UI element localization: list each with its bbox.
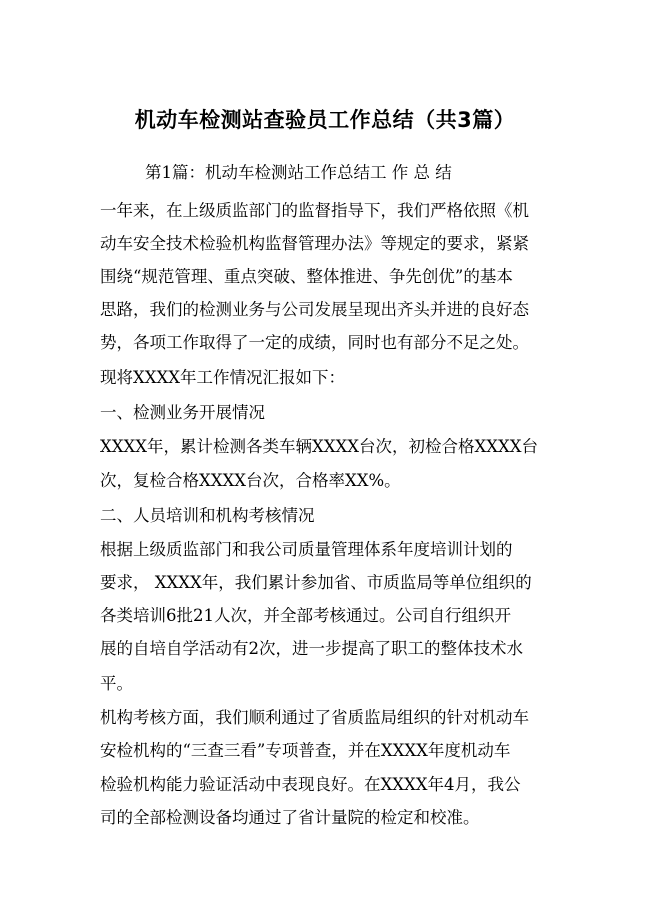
paragraph-line: 根据上级质监部门和我公司质量管理体系年度培训计划的 — [100, 540, 513, 559]
paragraph-line: 机构考核方面，我们顺利通过了省质监局组织的针对机动车 — [100, 708, 529, 727]
paragraph-line: 思路，我们的检测业务与公司发展呈现出齐头并进的良好态 — [100, 300, 529, 319]
paragraph-line: 现将XXXX年工作情况汇报如下： — [100, 368, 345, 387]
document-title: 机动车检测站查验员工作总结（共3篇） — [134, 108, 516, 132]
paragraph-line: 动车安全技术检验机构监督管理办法》等规定的要求，紧紧 — [100, 234, 529, 253]
paragraph-line: 检验机构能力验证活动中表现良好。在XXXX年4月，我公 — [100, 775, 521, 794]
paragraph-line: 展的自培自学活动有2次，进一步提高了职工的整体技术水 — [100, 639, 523, 658]
section-heading: 二、人员培训和机构考核情况 — [100, 506, 315, 525]
paragraph-line: 围绕“规范管理、重点突破、整体推进、争先创优”的基本 — [100, 267, 513, 286]
paragraph-line: 安检机构的“三查三看”专项普查，并在XXXX年度机动车 — [100, 741, 511, 760]
paragraph-line: XXXX年，累计检测各类车辆XXXX台次，初检合格XXXX台 — [100, 437, 538, 456]
paragraph-line: 要求， XXXX年，我们累计参加省、市质监局等单位组织的 — [100, 573, 532, 592]
document-subtitle: 第1篇：机动车检测站工作总结工 作 总 结 — [145, 163, 452, 182]
paragraph-line: 一年来，在上级质监部门的监督指导下，我们严格依照《机 — [100, 201, 529, 220]
paragraph-line: 平。 — [100, 674, 133, 693]
paragraph-line: 次，复检合格XXXX台次，合格率XX%。 — [100, 471, 401, 490]
paragraph-line: 司的全部检测设备均通过了省计量院的检定和校准。 — [100, 808, 480, 827]
paragraph-line: 各类培训6批21人次，并全部考核通过。公司自行组织开 — [100, 606, 511, 625]
section-heading: 一、检测业务开展情况 — [100, 403, 265, 422]
paragraph-line: 势，各项工作取得了一定的成绩，同时也有部分不足之处。 — [100, 333, 529, 352]
